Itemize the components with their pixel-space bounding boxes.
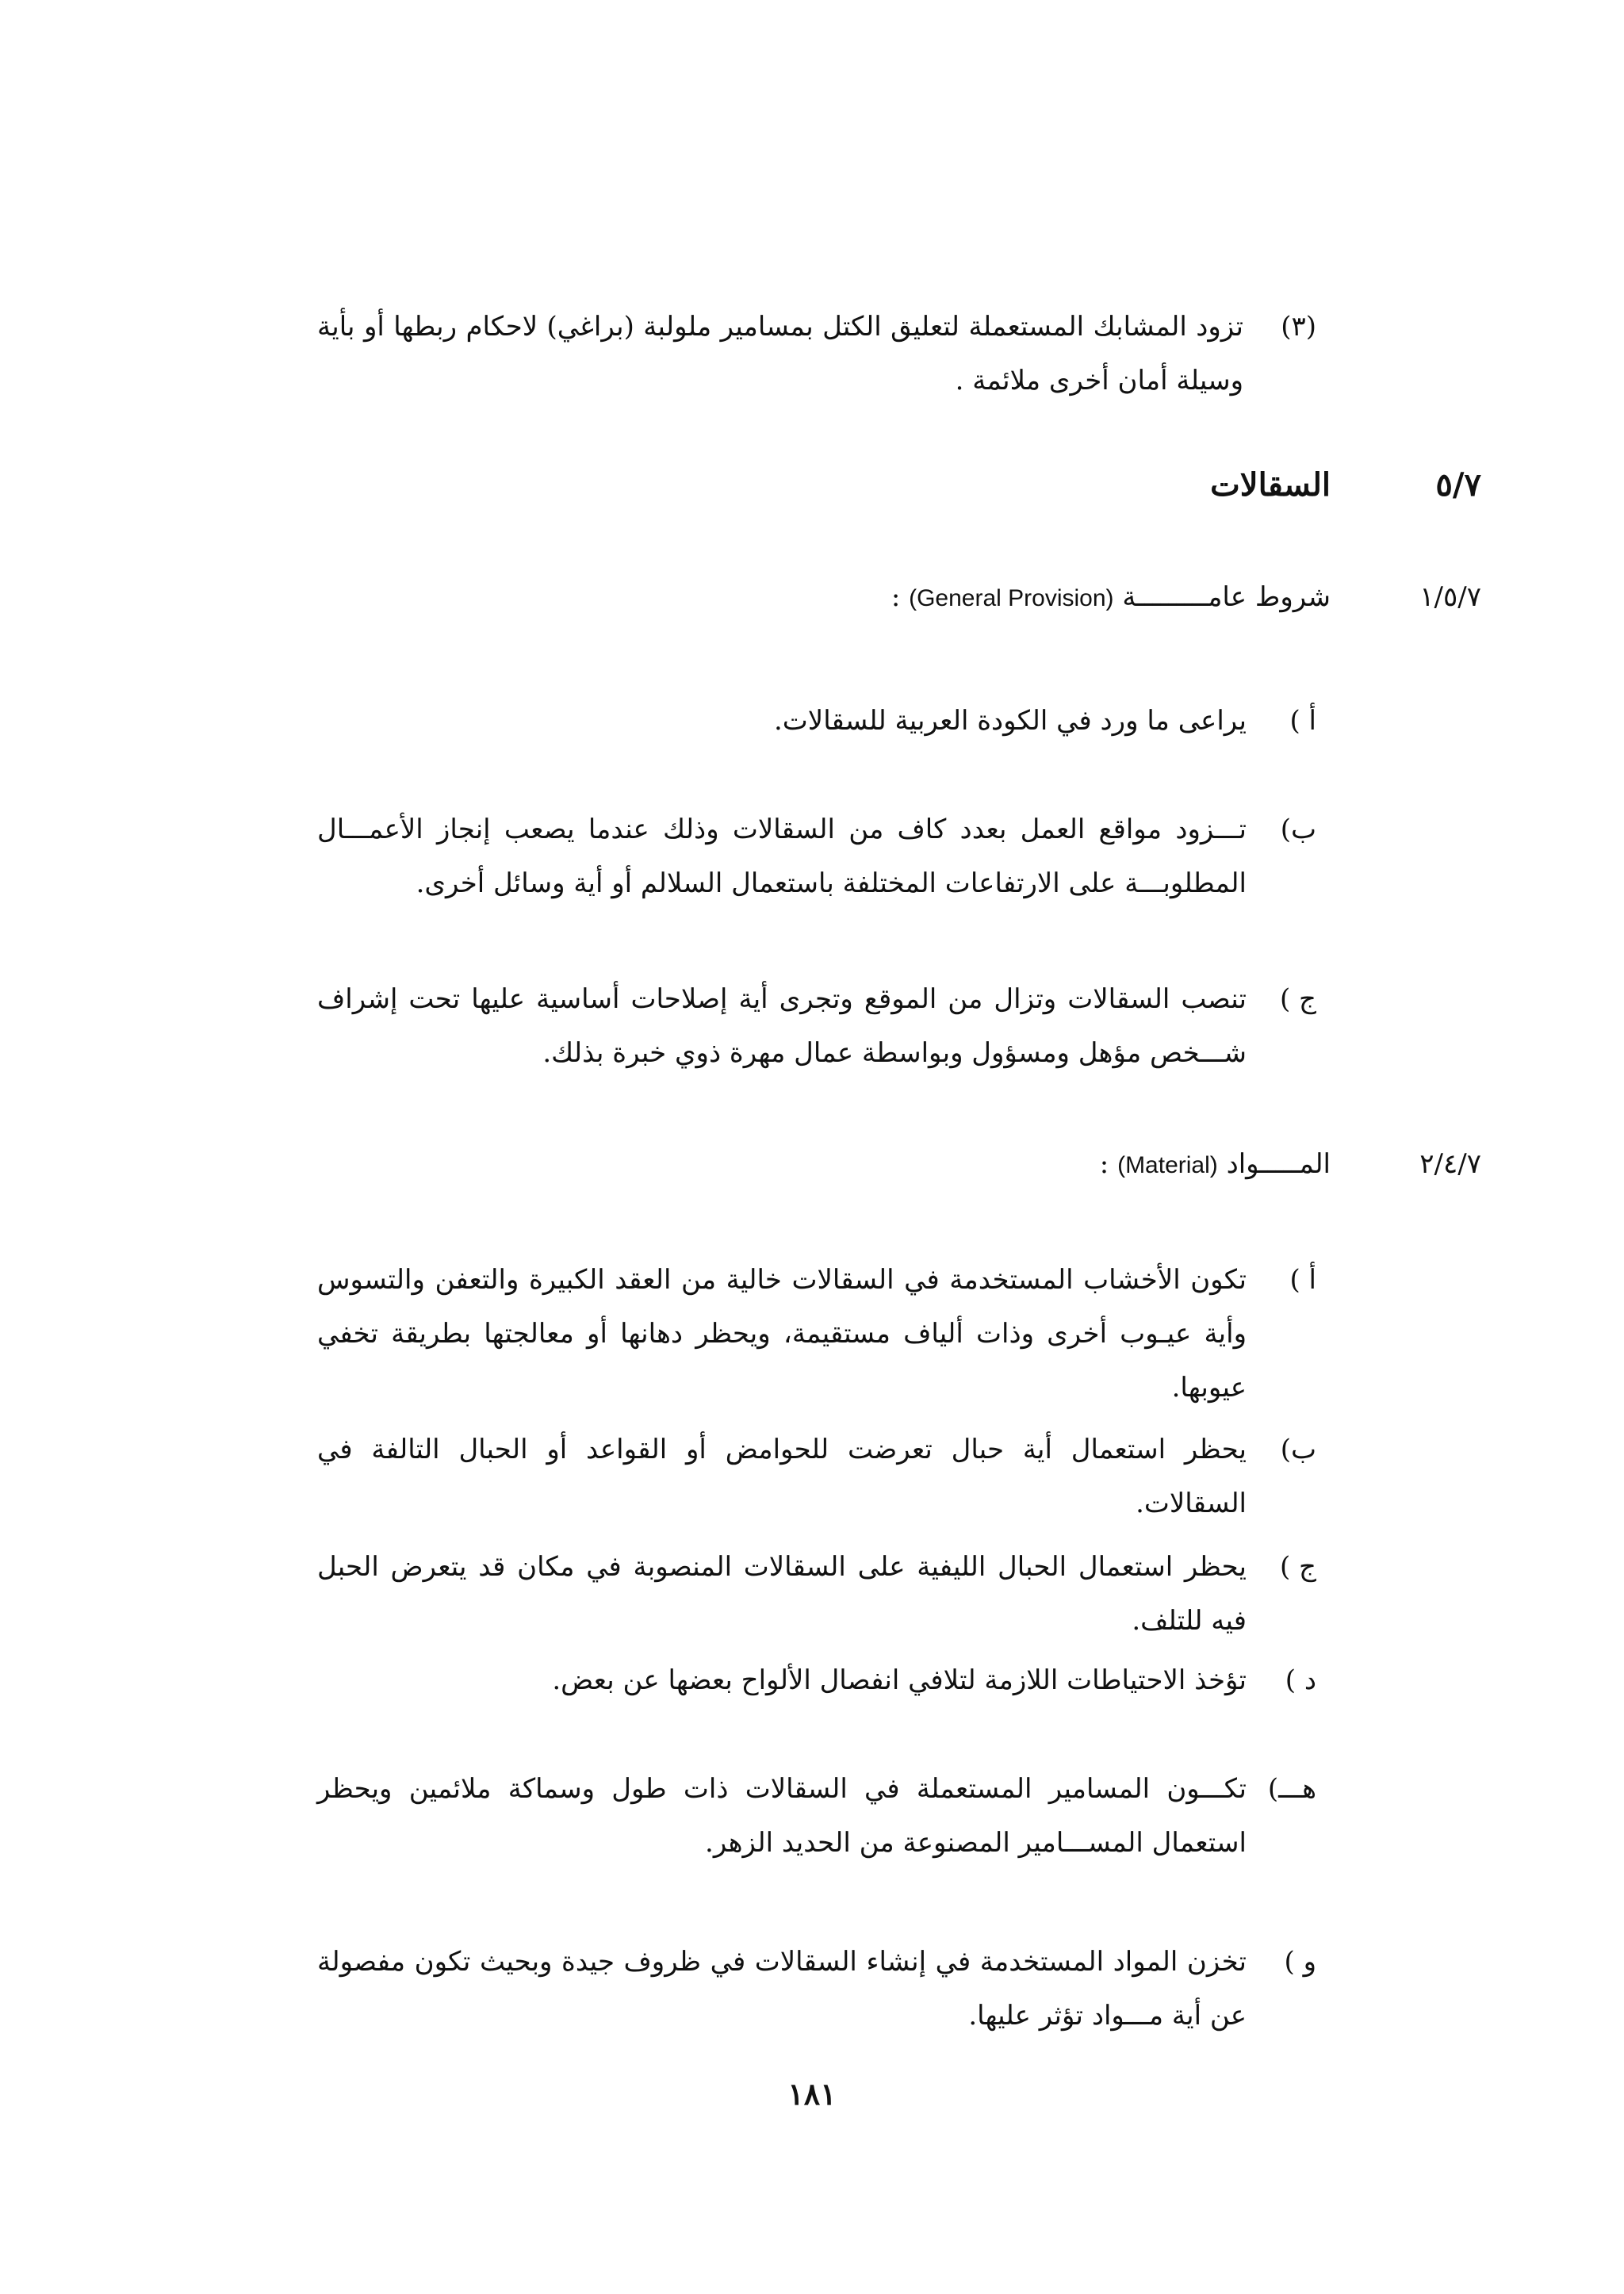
subsection-title-ar: المـــــواد bbox=[1226, 1148, 1331, 1180]
item-marker: ب) bbox=[1280, 1434, 1316, 1465]
section-number: ٥/٧ bbox=[1435, 466, 1481, 504]
item-marker: ب) bbox=[1280, 814, 1316, 845]
item-marker: أ ) bbox=[1289, 705, 1316, 737]
item-marker: و ) bbox=[1284, 1946, 1316, 1978]
page-number: ١٨١ bbox=[787, 2076, 837, 2112]
section-title: السقالات bbox=[1210, 466, 1331, 504]
subsection-title-ar: شروط عامـــــــــة bbox=[1122, 581, 1331, 613]
intro-item bbox=[317, 300, 1316, 408]
list-item bbox=[317, 972, 1316, 1080]
subsection-colon: : bbox=[891, 581, 901, 613]
item-text: تـــزود مواقع العمل بعدد كاف من السقالات وذلك عندما يصعب إنجاز الأعمـــال المطلوبـــة على الارتفاعات المختلفة باستعمال السلالم أو أية وسائل أخرى. bbox=[317, 814, 1247, 899]
item-marker: أ ) bbox=[1289, 1264, 1316, 1296]
item-text: يحظر استعمال أية حبال تعرضت للحوامض أو القواعد أو الحبال التالفة في السقالات. bbox=[317, 1434, 1247, 1519]
item-marker: ج ) bbox=[1279, 1551, 1316, 1583]
item-text: تنصب السقالات وتزال من الموقع وتجرى أية إصلاحات أساسية عليها تحت إشراف شـــخص مؤهل ومسؤول وبواسطة عمال مهرة ذوي خبرة بذلك. bbox=[317, 983, 1247, 1069]
list-item bbox=[317, 1423, 1316, 1530]
item-marker: هـــ) bbox=[1267, 1773, 1316, 1805]
list-item bbox=[317, 694, 1316, 748]
section-heading bbox=[308, 466, 1481, 504]
subsection-colon: : bbox=[1099, 1148, 1109, 1180]
item-marker: (٣) bbox=[1281, 311, 1316, 343]
item-marker: ج ) bbox=[1279, 983, 1316, 1015]
item-text: تؤخذ الاحتياطات اللازمة لتلافي انفصال الألواح بعضها عن بعض. bbox=[552, 1664, 1247, 1696]
item-marker: د ) bbox=[1285, 1664, 1316, 1696]
subsection-title bbox=[308, 581, 1331, 613]
list-item bbox=[317, 802, 1316, 910]
list-item bbox=[317, 1935, 1316, 2043]
item-text: يحظر استعمال الحبال الليفية على السقالات المنصوبة في مكان قد يتعرض الحبل فيه للتلف. bbox=[317, 1551, 1247, 1637]
list-item bbox=[317, 1762, 1316, 1870]
item-text: يراعى ما ورد في الكودة العربية للسقالات. bbox=[773, 705, 1247, 737]
subsection-number: ٢/٤/٧ bbox=[1419, 1148, 1481, 1180]
list-item bbox=[317, 1653, 1316, 1707]
subsection-heading-general bbox=[308, 581, 1481, 613]
subsection-heading-material bbox=[308, 1148, 1481, 1180]
subsection-title-en: (Material) bbox=[1117, 1152, 1218, 1178]
item-text: تخزن المواد المستخدمة في إنشاء السقالات في ظروف جيدة وبحيث تكون مفصولة عن أية مـــواد تؤثر عليها. bbox=[317, 1946, 1247, 2032]
subsection-number: ١/٥/٧ bbox=[1419, 581, 1481, 613]
subsection-title-en: (General Provision) bbox=[909, 585, 1114, 611]
list-item bbox=[317, 1540, 1316, 1648]
item-text: تزود المشابك المستعملة لتعليق الكتل بمسامير ملولبة (براغي) لاحكام ربطها أو بأية وسيلة أمان أخرى ملائمة . bbox=[317, 311, 1243, 396]
list-item bbox=[317, 1253, 1316, 1415]
item-text: تكـــون المسامير المستعملة في السقالات ذات طول وسماكة ملائمين ويحظر استعمال المســـامير المصنوعة من الحديد الزهر. bbox=[317, 1773, 1247, 1859]
item-text: تكون الأخشاب المستخدمة في السقالات خالية من العقد الكبيرة والتعفن والتسوس وأية عيـوب أخرى وذات ألياف مستقيمة، ويحظر دهانها أو معالجتها بطريقة تخفي عيوبها. bbox=[317, 1264, 1247, 1404]
subsection-title bbox=[308, 1148, 1331, 1180]
